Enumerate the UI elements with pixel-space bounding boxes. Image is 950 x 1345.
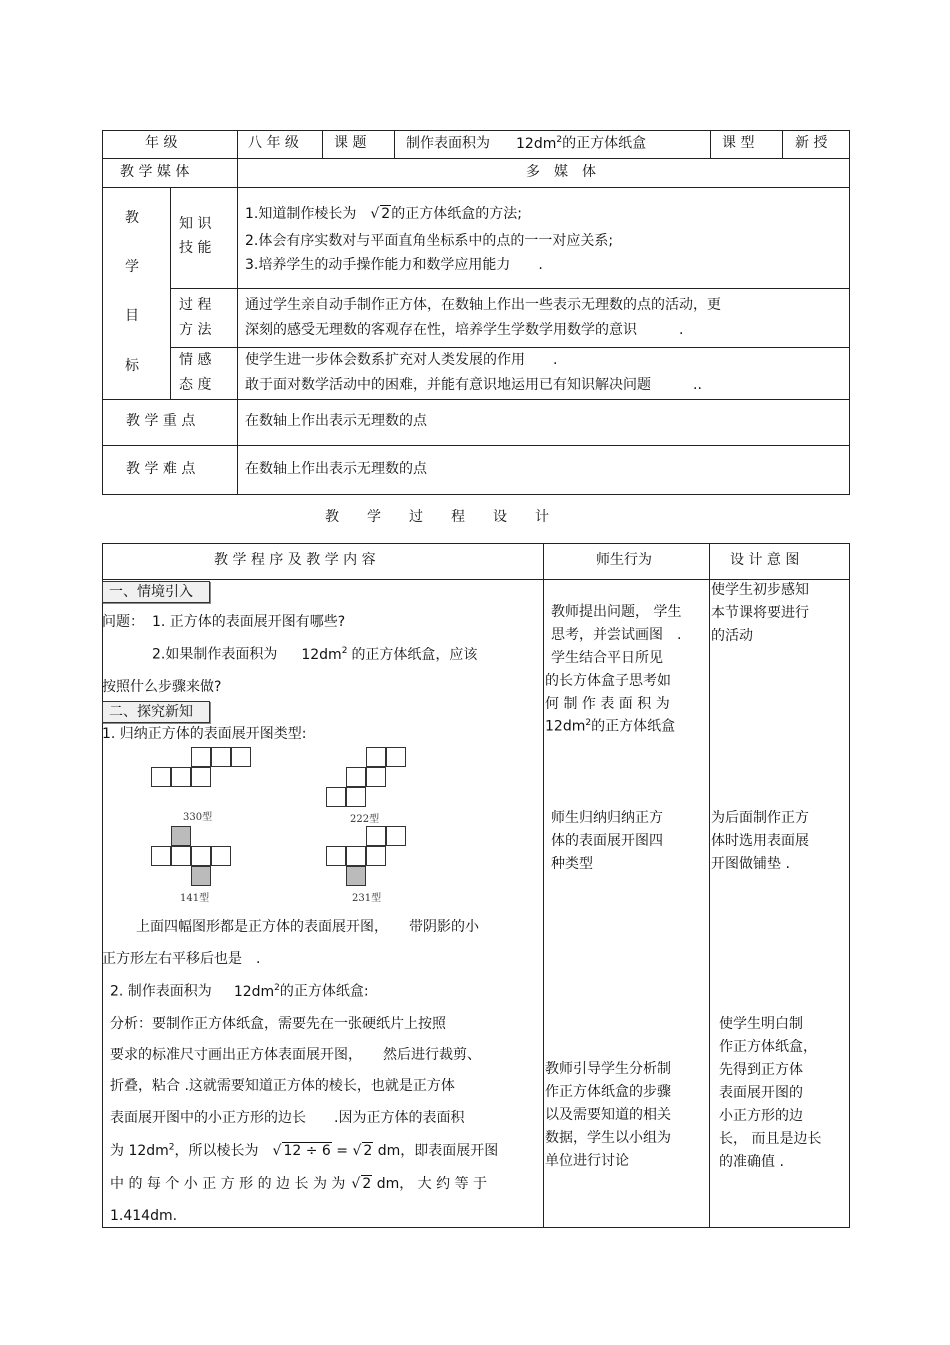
- grade-label: 年 级: [145, 135, 178, 151]
- knowledge-line-3: 3.培养学生的动手操作能力和数学应用能力 .: [245, 257, 543, 273]
- attitude-line-1: 使学生进一步体会数系扩充对人类发展的作用 .: [245, 352, 558, 368]
- intent-1-line-2: 本节课将要进行: [711, 605, 809, 621]
- intent-3-line-5: 小正方形的边: [719, 1108, 803, 1124]
- intent-3-line-3: 先得到正方体: [719, 1062, 803, 1078]
- item-1: 1. 归纳正方体的表面展开图类型:: [102, 726, 307, 742]
- net-label-141: 141型: [180, 893, 210, 904]
- media-value: 多 媒 体: [526, 164, 596, 180]
- question-2-cont: 按照什么步骤来做?: [102, 679, 222, 695]
- process-line-1: 通过学生亲自动手制作正方体，在数轴上作出一些表示无理数的点的活动，更: [245, 297, 721, 313]
- intent-2-line-2: 体时选用表面展: [711, 833, 809, 849]
- analysis-line-2: 要求的标准尺寸画出正方体表面展开图， 然后进行裁剪、: [110, 1047, 481, 1063]
- media-label: 教 学 媒 体: [120, 164, 190, 180]
- question-1: 问题： 1. 正方体的表面展开图有哪些?: [102, 614, 346, 630]
- net-label-222: 222型: [350, 814, 380, 825]
- key-point-label: 教 学 重 点: [126, 413, 196, 429]
- intent-3-line-2: 作正方体纸盒，: [719, 1039, 817, 1055]
- topic-label: 课 题: [334, 135, 367, 151]
- topic-value: 制作表面积为 $12dm^2$的正方体纸盒: [406, 135, 647, 152]
- part1-tag: 一、情境引入: [102, 581, 210, 603]
- header-intent: 设 计 意 图: [730, 552, 800, 568]
- behavior-3-line-4: 数据，学生以小组为: [545, 1130, 671, 1146]
- item-2: 2. 制作表面积为 $12dm^2$的正方体纸盒:: [110, 983, 369, 1000]
- behavior-3-line-5: 单位进行讨论: [545, 1153, 629, 1169]
- intent-3-line-7: 的准确值 .: [719, 1154, 784, 1170]
- knowledge-label-2: 技 能: [179, 240, 212, 256]
- intent-2-line-1: 为后面制作正方: [711, 810, 809, 826]
- process-label-2: 方 法: [179, 322, 212, 338]
- edge-line: 中 的 每 个 小 正 方 形 的 边 长 为 为 √ 2 dm， 大 约 等 于: [110, 1176, 488, 1192]
- behavior-1-line-3: 学生结合平日所见: [551, 650, 663, 666]
- net-label-231: 231型: [352, 893, 382, 904]
- shadow-text-1: 上面四幅图形都是正方体的表面展开图， 带阴影的小: [136, 919, 479, 935]
- intent-3-line-6: 长， 而且是边长: [719, 1131, 822, 1147]
- goals-label-3: 目: [125, 308, 139, 324]
- analysis-line-4: 表面展开图中的小正方形的边长 .因为正方体的表面积: [110, 1110, 465, 1126]
- behavior-3-line-3: 以及需要知道的相关: [545, 1107, 671, 1123]
- goals-label-4: 标: [125, 358, 139, 374]
- header-content: 教 学 程 序 及 教 学 内 容: [214, 552, 376, 568]
- behavior-3-line-1: 教师引导学生分析制: [545, 1061, 671, 1077]
- knowledge-line-2: 2.体会有序实数对与平面直角坐标系中的点的一一对应关系;: [245, 233, 614, 249]
- behavior-1-line-1: 教师提出问题， 学生: [551, 604, 682, 620]
- difficulty-label: 教 学 难 点: [126, 461, 196, 477]
- attitude-label-2: 态 度: [179, 377, 212, 393]
- part2-tag: 二、探究新知: [102, 701, 210, 723]
- header-behavior: 师生行为: [596, 552, 652, 568]
- intent-3-line-1: 使学生明白制: [719, 1016, 803, 1032]
- shadow-text-2: 正方形左右平移后也是 .: [102, 951, 261, 967]
- behavior-3-line-2: 作正方体纸盒的步骤: [545, 1084, 671, 1100]
- process-line-2: 深刻的感受无理数的客观存在性，培养学生学数学用数学的意识 .: [245, 322, 684, 338]
- intent-1-line-1: 使学生初步感知: [711, 582, 809, 598]
- attitude-line-2: 敢于面对数学活动中的困难，并能有意识地运用已有知识解决问题 ..: [245, 377, 702, 393]
- process-label-1: 过 程: [179, 297, 212, 313]
- intent-2-line-3: 开图做铺垫 .: [711, 856, 790, 872]
- goals-label-2: 学: [125, 259, 139, 275]
- behavior-1-line-4: 的长方体盒子思考如: [545, 673, 671, 689]
- behavior-2-line-3: 种类型: [551, 856, 593, 872]
- analysis-line-1: 分析：要制作正方体纸盒，需要先在一张硬纸片上按照: [110, 1016, 446, 1032]
- grade-value: 八 年 级: [248, 135, 299, 151]
- intent-1-line-3: 的活动: [711, 628, 753, 644]
- section-title: 教 学 过 程 设 计: [325, 509, 549, 525]
- difficulty-value: 在数轴上作出表示无理数的点: [245, 461, 427, 477]
- analysis-line-3: 折叠，粘合 .这就需要知道正方体的棱长，也就是正方体: [110, 1078, 455, 1094]
- question-2: 2.如果制作表面积为 $12dm^2$ 的正方体纸盒，应该: [152, 646, 478, 663]
- knowledge-line-1: 1.知道制作棱长为 √ 2的正方体纸盒的方法;: [245, 206, 522, 222]
- behavior-1-line-5: 何 制 作 表 面 积 为: [545, 696, 670, 712]
- behavior-1-line-6: $12dm^2$的正方体纸盒: [545, 718, 676, 735]
- key-point-value: 在数轴上作出表示无理数的点: [245, 413, 427, 429]
- behavior-2-line-2: 体的表面展开图四: [551, 833, 663, 849]
- approx-line: 1.414dm.: [110, 1208, 178, 1224]
- type-value: 新 授: [795, 135, 828, 151]
- behavior-2-line-1: 师生归纳归纳正方: [551, 810, 663, 826]
- type-label: 课 型: [722, 135, 755, 151]
- attitude-label-1: 情 感: [179, 352, 212, 368]
- behavior-1-line-2: 思考，并尝试画图 .: [551, 627, 682, 643]
- net-label-330: 330型: [183, 812, 213, 823]
- calc-line: 为 $12dm^2$，所以棱长为 √ 12 ÷ 6 = √ 2 dm，即表面展开图: [110, 1142, 499, 1159]
- goals-label-1: 教: [125, 210, 139, 226]
- intent-3-line-4: 表面展开图的: [719, 1085, 803, 1101]
- knowledge-label-1: 知 识: [179, 216, 212, 232]
